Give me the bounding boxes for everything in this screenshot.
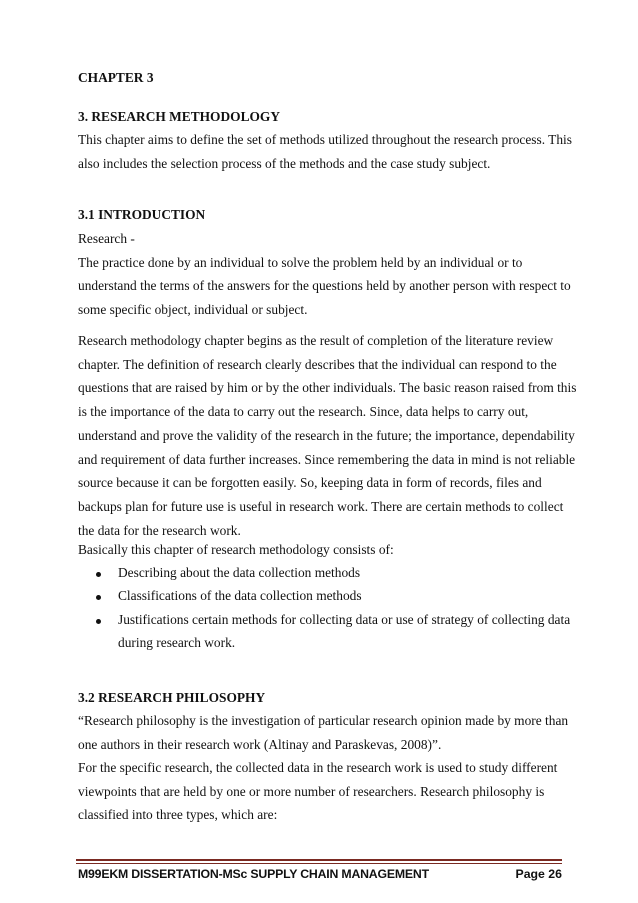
bullet-icon	[96, 619, 101, 624]
paragraph-line: is the importance of the data to carry out the research. Since, data helps to carry out,	[78, 404, 529, 420]
definition-label: Research -	[78, 231, 135, 246]
philosophy-quote	[78, 709, 568, 756]
paragraph-line: viewpoints that are held by one or more number of researchers. Research philosophy is	[78, 783, 545, 799]
paragraph-line: chapter. The definition of research clearly describes that the individual can respond to the	[78, 356, 557, 372]
philosophy-heading: 3.2 RESEARCH PHILOSOPHY	[78, 690, 266, 705]
quote-line: “Research philosophy is the investigation of particular research opinion made by more than	[78, 713, 569, 728]
paragraph-line: source because it can be forgotten easily. So, keeping data in form of records, files and	[78, 475, 542, 491]
chapter-label: CHAPTER 3	[78, 70, 154, 85]
intro-line: This chapter aims to define the set of methods utilized throughout the research process. This	[78, 132, 572, 147]
list-intro: Basically this chapter of research methodology consists of:	[78, 542, 394, 557]
paragraph-line: understand and prove the validity of the research in the future; the importance, dependability	[78, 427, 575, 443]
definition-line: The practice done by an individual to solve the problem held by an individual or to	[78, 254, 523, 270]
list-item-text: Describing about the data collection methods	[118, 565, 361, 580]
intro-line: also includes the selection process of the methods and the case study subject.	[78, 155, 491, 171]
paragraph-line: the data for the research work.	[78, 522, 241, 538]
introduction-heading: 3.1 INTRODUCTION	[78, 207, 206, 222]
page-number: Page 26	[515, 867, 562, 881]
footer-rule	[76, 859, 562, 861]
bullet-icon	[96, 572, 101, 577]
quote-line: one authors in their research work (Altinay and Paraskevas, 2008)”.	[78, 736, 442, 752]
paragraph-line: questions that are raised by him or by the other individuals. The basic reason raised from this	[78, 380, 577, 396]
paragraph-line: and requirement of data further increases. Since remembering the data in mind is not reliable	[78, 451, 576, 467]
research-definition	[78, 227, 571, 322]
definition-line: some specific object, individual or subject.	[78, 302, 308, 318]
section-title: 3. RESEARCH METHODOLOGY	[78, 109, 280, 124]
paragraph-line: classified into three types, which are:	[78, 807, 278, 823]
footer-rule	[76, 863, 562, 864]
paragraph-line: backups plan for future use is useful in research work. There are certain methods to collect	[78, 498, 564, 514]
methodology-paragraph	[78, 329, 577, 542]
footer-title: M99EKM DISSERTATION-MSc SUPPLY CHAIN MANAGEMENT	[78, 867, 429, 881]
list-item-text: Classifications of the data collection methods	[118, 588, 362, 603]
definition-line: understand the terms of the answers for the questions held by another person with respect to	[78, 278, 571, 294]
list-item-text: Justifications certain methods for collecting data or use of strategy of collecting data	[118, 612, 571, 627]
intro-paragraph	[78, 128, 572, 175]
paragraph-line: For the specific research, the collected data in the research work is used to study different	[78, 760, 558, 775]
bullet-icon	[96, 595, 101, 600]
philosophy-paragraph	[78, 756, 568, 827]
list-item-text-continued: during research work.	[118, 635, 236, 650]
paragraph-line: Research methodology chapter begins as the result of completion of the literature review	[78, 333, 554, 348]
